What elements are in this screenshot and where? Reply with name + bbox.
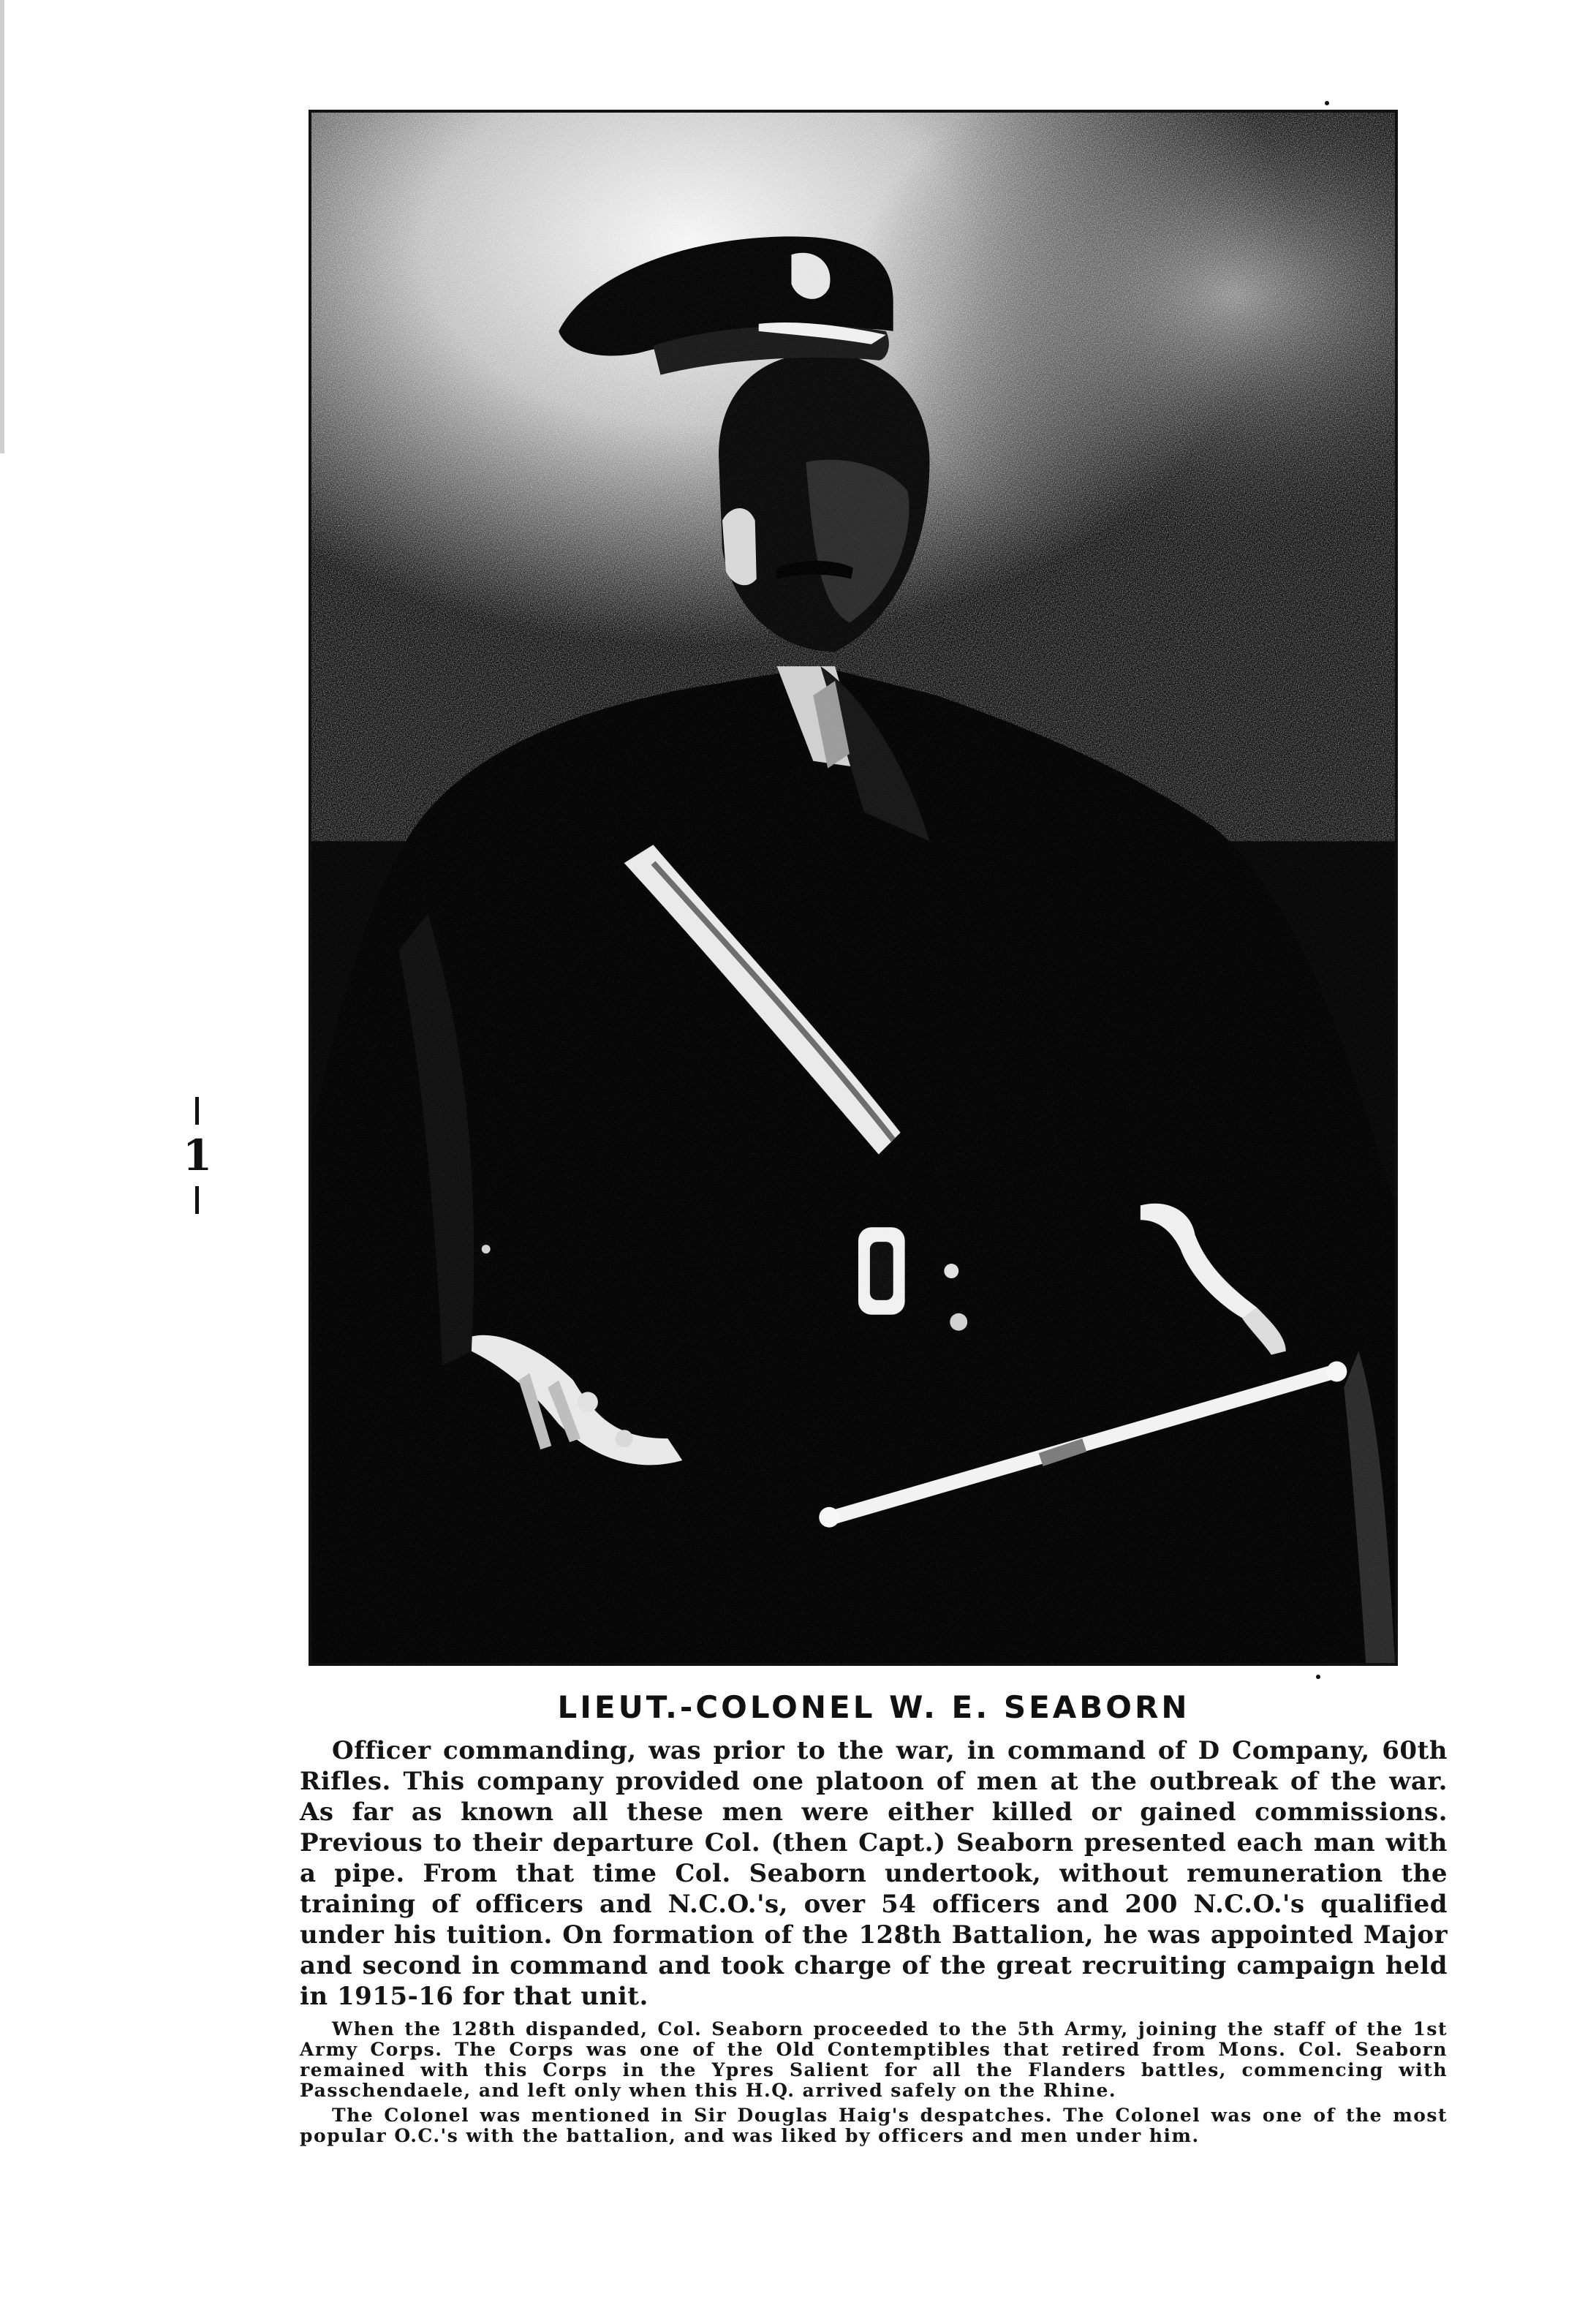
- portrait-image: [311, 113, 1395, 1663]
- page-number-text: 1: [182, 1131, 213, 1180]
- caption-paragraph-1: Officer commanding, was prior to the war, in command of D Company, 60th Rifles. This company provided one platoon of men at the outbreak of the war. As far as known all these men were either killed or gained commissions. Previous to their departure Col. (then Capt.) Seaborn presented each man with a pipe. From that time Col. Seaborn undertook, without remuneration the training of officers and N.C.O.'s, over 54 officers and 200 N.C.O.'s qualified under his tuition. On formation of the 128th Battalion, he was appointed Major and second in command and took charge of the great recruiting campaign held in 1915-16 for that unit.: [300, 1736, 1448, 2011]
- photo-caption: [300, 1689, 1448, 2146]
- page-number: [183, 1097, 212, 1214]
- caption-paragraph-3: The Colonel was mentioned in Sir Douglas Haig's despatches. The Colonel was one of the most popular O.C.'s with the battalion, and was liked by officers and men under him.: [300, 2105, 1448, 2146]
- caption-title: LIEUT.-COLONEL W. E. SEABORN: [557, 1689, 1190, 1725]
- scan-edge-shadow: [0, 0, 4, 453]
- scan-speck: [1316, 1675, 1320, 1679]
- portrait-photo: [309, 110, 1398, 1666]
- caption-paragraph-2: When the 128th dispanded, Col. Seaborn proceeded to the 5th Army, joining the staff of the 1st Army Corps. The Corps was one of the Old Contemptibles that retired from Mons. Col. Seaborn remained with this Corps in the Ypres Salient for all the Flanders battles, commencing with Passchendaele, and left only when this H.Q. arrived safely on the Rhine.: [300, 2018, 1448, 2101]
- scan-speck: [1325, 101, 1329, 105]
